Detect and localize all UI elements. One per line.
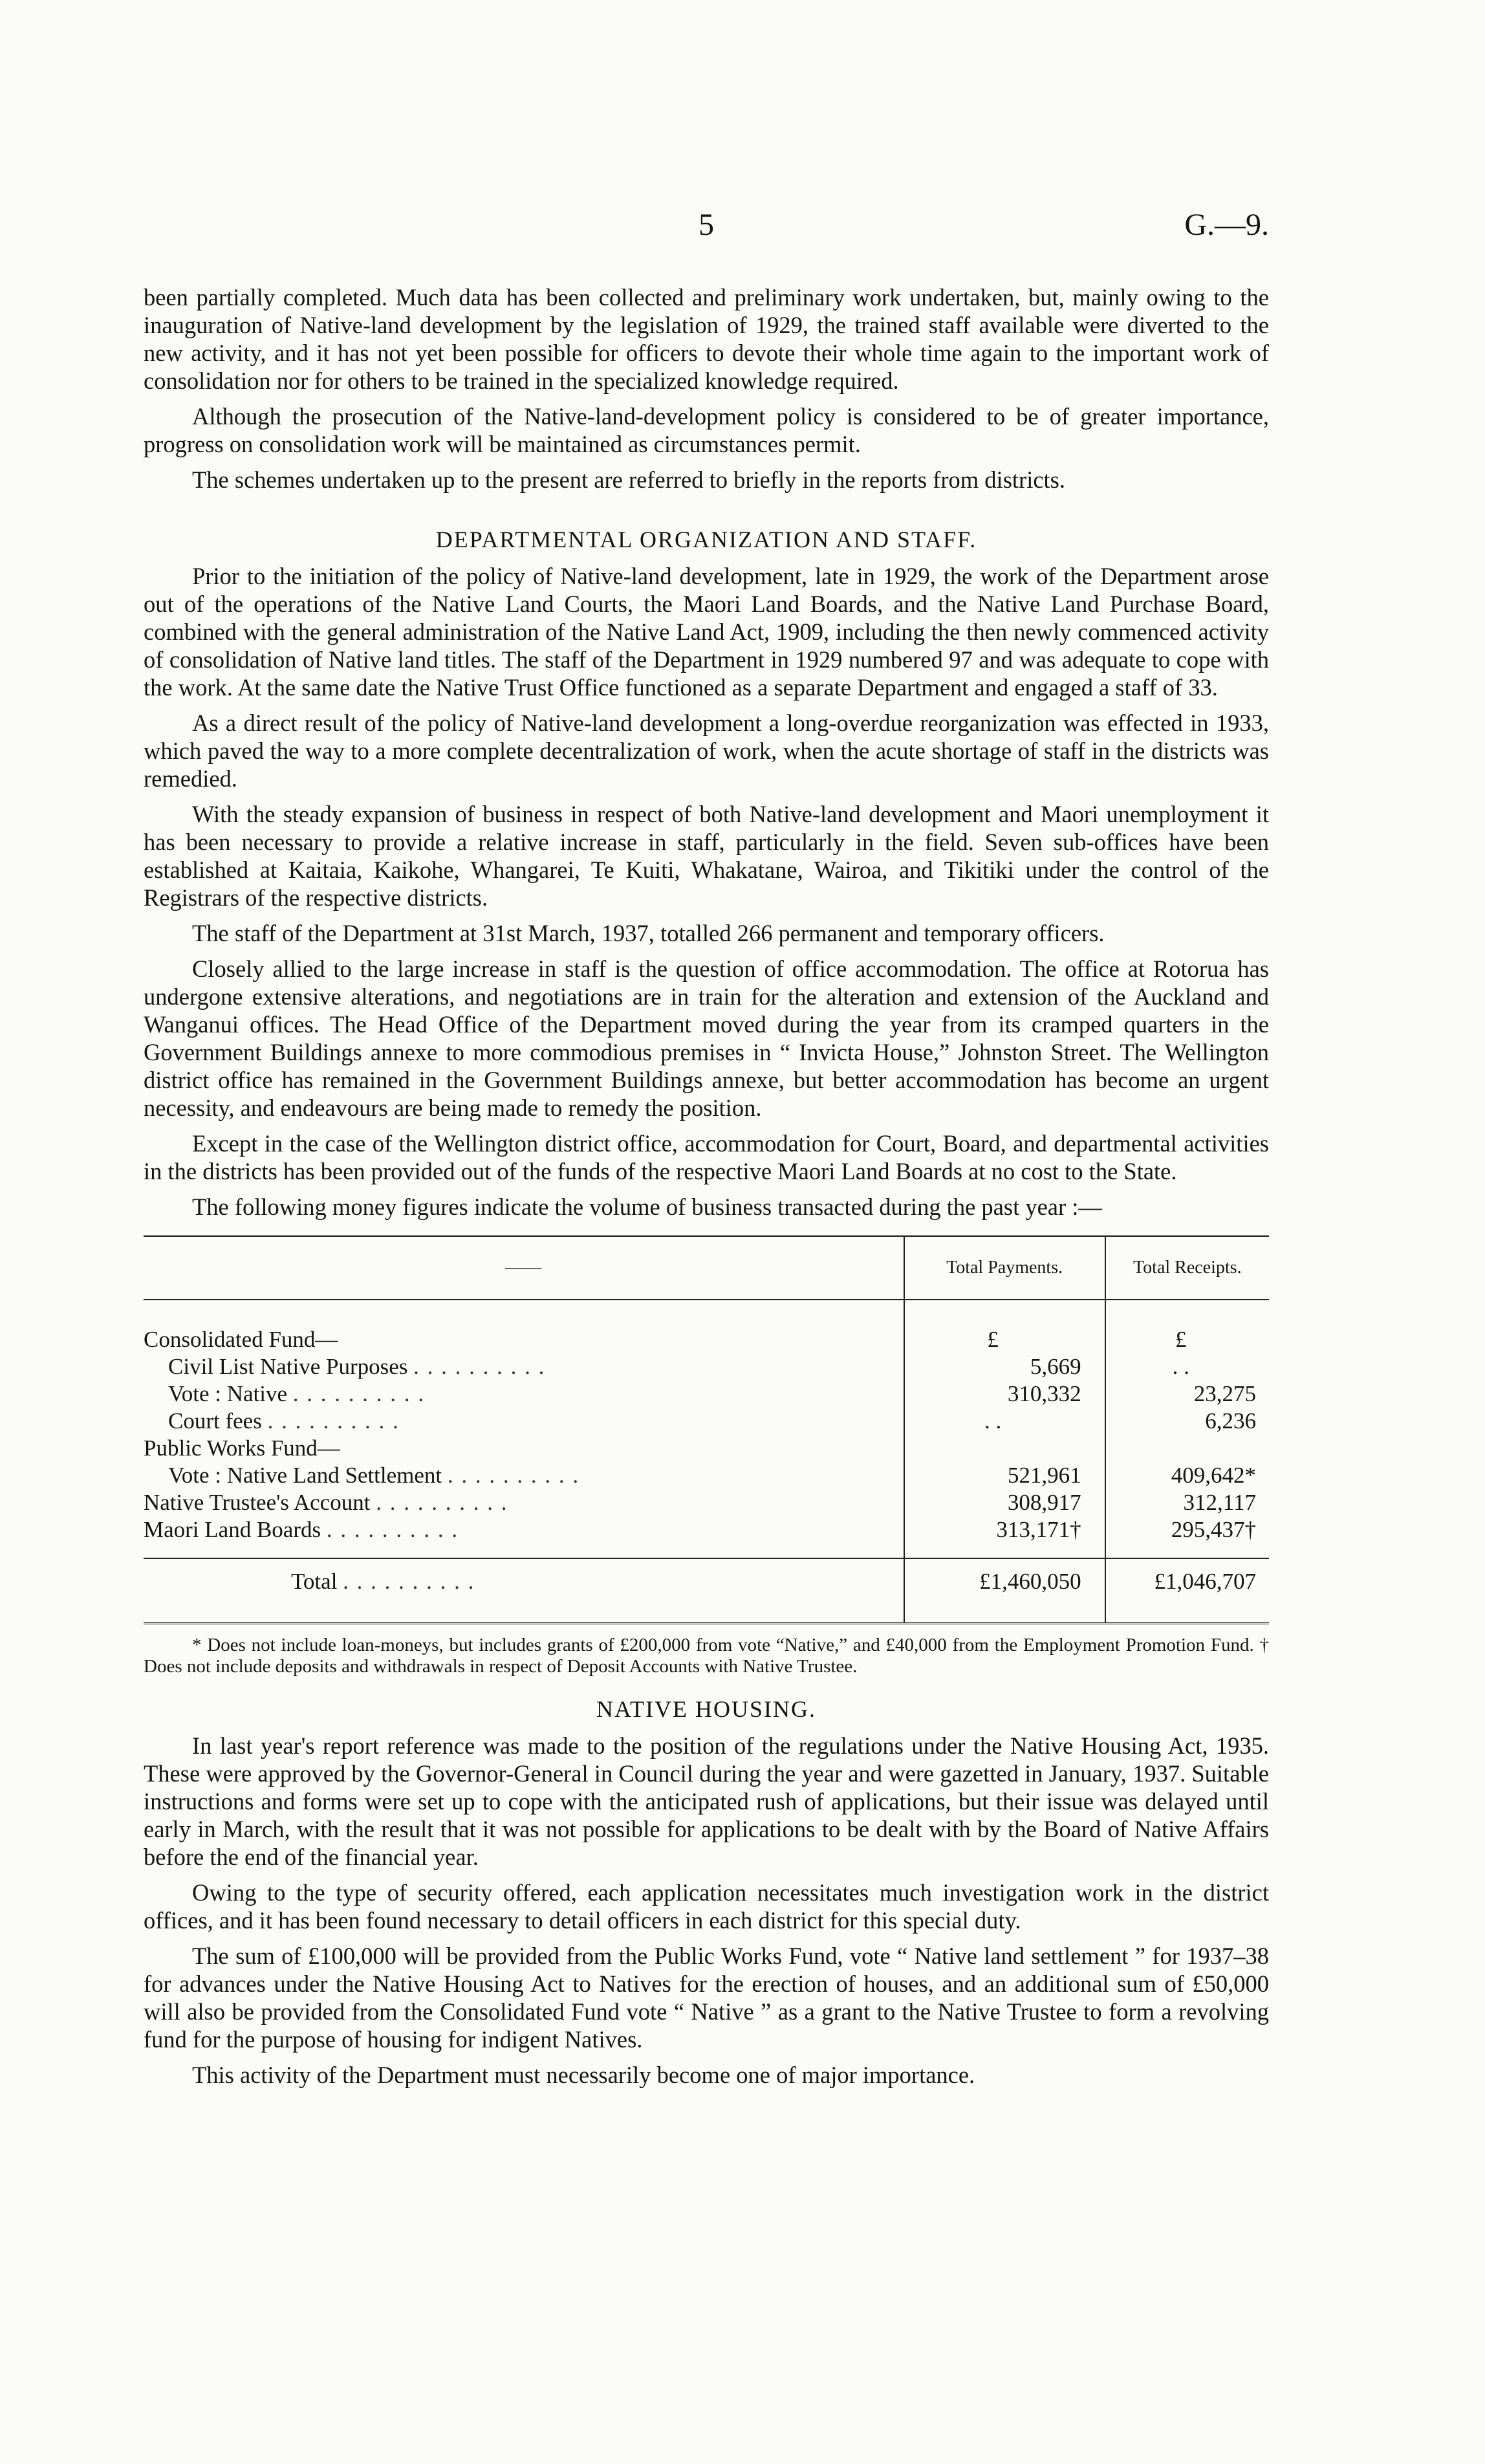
payments-cell: 521,961: [904, 1462, 1105, 1489]
payments-cell: 5,669: [904, 1353, 1105, 1380]
receipts-cell: . .: [1105, 1353, 1269, 1380]
page-number: 5: [699, 208, 714, 242]
row-label: Maori Land Boards: [144, 1517, 321, 1542]
intro-paragraph-1: been partially completed. Much data has been collected and preliminary work undertaken, but, mainly owing to the inauguration of Native-land development by the legislation of 1929, the trained staff available were diverted to the new activity, and it has not yet been possible for officers to devote their whole time again to the important work of consolidation nor for others to be trained in the specialized knowledge required.: [144, 284, 1269, 394]
table-header-row: [144, 1236, 1269, 1300]
dept-paragraph-1: Prior to the initiation of the policy of Native-land development, late in 1929, the work of the Department arose out of the operations of the Native Land Courts, the Maori Land Boards, and the Native Land Purchase Board, combined with the general administration of the Native Land Act, 1909, including the then newly commenced activity of consolidation of Native land titles. The staff of the Department in 1929 numbered 97 and was adequate to cope with the work. At the same date the Native Trust Office functioned as a separate Department and engaged a staff of 33.: [144, 563, 1269, 701]
receipts-cell: [1105, 1435, 1269, 1462]
leader-dots: . . . . . . . . . .: [267, 1408, 400, 1434]
table-total-row: [144, 1558, 1269, 1604]
receipts-cell: 23,275: [1105, 1380, 1269, 1408]
leader-dots: . . . . . . . . . .: [413, 1354, 546, 1379]
total-receipts-cell: £1,046,707: [1105, 1558, 1269, 1604]
table-row: [144, 1353, 1269, 1380]
table-row: [144, 1326, 1269, 1353]
row-label: Vote : Native Land Settlement: [168, 1463, 442, 1488]
leader-dots: . . . . . . . . . .: [343, 1569, 475, 1594]
intro-paragraph-2: Although the prosecution of the Native-land-development policy is considered to be of greater importance, progress on consolidation work will be maintained as circumstances permit.: [144, 403, 1269, 457]
payments-cell: 310,332: [904, 1380, 1105, 1408]
row-label: Consolidated Fund—: [144, 1327, 338, 1352]
table-row: [144, 1462, 1269, 1489]
column-header-total-receipts: Total Receipts.: [1105, 1236, 1269, 1300]
leader-dots: . . . . . . . . . .: [292, 1381, 426, 1406]
receipts-cell: 6,236: [1105, 1408, 1269, 1435]
leader-dots: . . . . . . . . . .: [326, 1517, 459, 1542]
total-payments-cell: £1,460,050: [904, 1558, 1105, 1604]
table-spacer: [144, 1300, 1269, 1326]
dept-paragraph-6: Except in the case of the Wellington district office, accommodation for Court, Board, and departmental activities in the districts has been provided out of the funds of the respective Maori Land Boards at no cost to the State.: [144, 1130, 1269, 1184]
column-header-total-payments: Total Payments.: [904, 1236, 1105, 1300]
table-row: [144, 1516, 1269, 1543]
row-label: Vote : Native: [168, 1381, 288, 1406]
document-reference: G.—9.: [1184, 208, 1269, 242]
section-heading-departmental: DEPARTMENTAL ORGANIZATION AND STAFF.: [435, 527, 977, 552]
housing-paragraph-1: In last year's report reference was made to the position of the regulations under the Native Housing Act, 1935. These were approved by the Governor-General in Council during the year and were gazetted in January, 1937. Suitable instructions and forms were set up to cope with the anticipated rush of applications, but their issue was delayed until early in March, with the result that it was not possible for applications to be dealt with by the Board of Native Affairs before the end of the financial year.: [144, 1732, 1269, 1870]
receipts-cell: £: [1105, 1326, 1269, 1353]
leader-dots: . . . . . . . . . .: [447, 1463, 580, 1488]
housing-paragraph-2: Owing to the type of security offered, each application necessitates much investigation work in the district offices, and it has been found necessary to detail officers in each district for this special duty.: [144, 1879, 1269, 1934]
payments-cell: . .: [904, 1408, 1105, 1435]
dept-paragraph-7: The following money figures indicate the volume of business transacted during the past year :—: [192, 1194, 1102, 1220]
section-heading-native-housing: NATIVE HOUSING.: [596, 1696, 816, 1722]
column-header-description: ——: [144, 1236, 904, 1300]
table-row: [144, 1435, 1269, 1462]
intro-paragraph-3: The schemes undertaken up to the present are referred to briefly in the reports from districts.: [192, 466, 1066, 493]
dept-paragraph-4: The staff of the Department at 31st March, 1937, totalled 266 permanent and temporary officers.: [192, 920, 1105, 946]
payments-cell: 308,917: [904, 1489, 1105, 1516]
table-footnote: [144, 1635, 1269, 1677]
housing-paragraph-3: The sum of £100,000 will be provided from the Public Works Fund, vote “ Native land settlement ” for 1937–38 for advances under the Native Housing Act to Natives for the erection of houses, and an additional sum of £50,000 will also be provided from the Consolidated Fund vote “ Native ” as a grant to the Native Trustee to form a revolving fund for the purpose of housing for indigent Natives.: [144, 1943, 1269, 2053]
payments-cell: £: [904, 1326, 1105, 1353]
receipts-cell: 312,117: [1105, 1489, 1269, 1516]
dept-paragraph-3: With the steady expansion of business in respect of both Native-land development and Maori unemployment it has been necessary to provide a relative increase in staff, particularly in the field. Seven sub-offices have been established at Kaitaia, Kaikohe, Whangarei, Te Kuiti, Whakatane, Wairoa, and Tikitiki under the control of the Registrars of the respective districts.: [144, 801, 1269, 911]
table-bottom-rule: [144, 1604, 1269, 1624]
dept-paragraph-2: As a direct result of the policy of Native-land development a long-overdue reorganization was effected in 1933, which paved the way to a more complete decentralization of work, when the acute shortage of staff in the districts was remedied.: [144, 710, 1269, 792]
page-header: [144, 207, 1269, 252]
receipts-cell: 409,642*: [1105, 1462, 1269, 1489]
leader-dots: . . . . . . . . . .: [376, 1490, 508, 1515]
row-label: Court fees: [168, 1408, 262, 1434]
table-row: [144, 1489, 1269, 1516]
money-figures-table: [144, 1235, 1269, 1624]
row-label: Civil List Native Purposes: [168, 1354, 408, 1379]
row-label: Public Works Fund—: [144, 1435, 340, 1461]
table-row: [144, 1408, 1269, 1435]
footnote-text: * Does not include loan-moneys, but includes grants of £200,000 from vote “Native,” and £40,000 from the Employment Promotion Fund. † Does not include deposits and withdrawals in respect of Deposit Accounts with Native Trustee.: [144, 1635, 1269, 1677]
document-page: [144, 207, 1269, 2097]
payments-cell: [904, 1435, 1105, 1462]
receipts-cell: 295,437†: [1105, 1516, 1269, 1543]
row-label: Native Trustee's Account: [144, 1490, 371, 1515]
table-row: [144, 1380, 1269, 1408]
total-label: Total: [291, 1569, 338, 1594]
housing-paragraph-4: This activity of the Department must necessarily become one of major importance.: [192, 2062, 975, 2088]
table-spacer: [144, 1543, 1269, 1558]
dept-paragraph-5: Closely allied to the large increase in staff is the question of office accommodation. The office at Rotorua has undergone extensive alterations, and negotiations are in train for the alteration and extension of the Auckland and Wanganui offices. The Head Office of the Department moved during the year from its cramped quarters in the Government Buildings annexe to more commodious premises in “ Invicta House,” Johnston Street. The Wellington district office has remained in the Government Buildings annexe, but better accommodation has become an urgent necessity, and endeavours are being made to remedy the position.: [144, 955, 1269, 1121]
payments-cell: 313,171†: [904, 1516, 1105, 1543]
